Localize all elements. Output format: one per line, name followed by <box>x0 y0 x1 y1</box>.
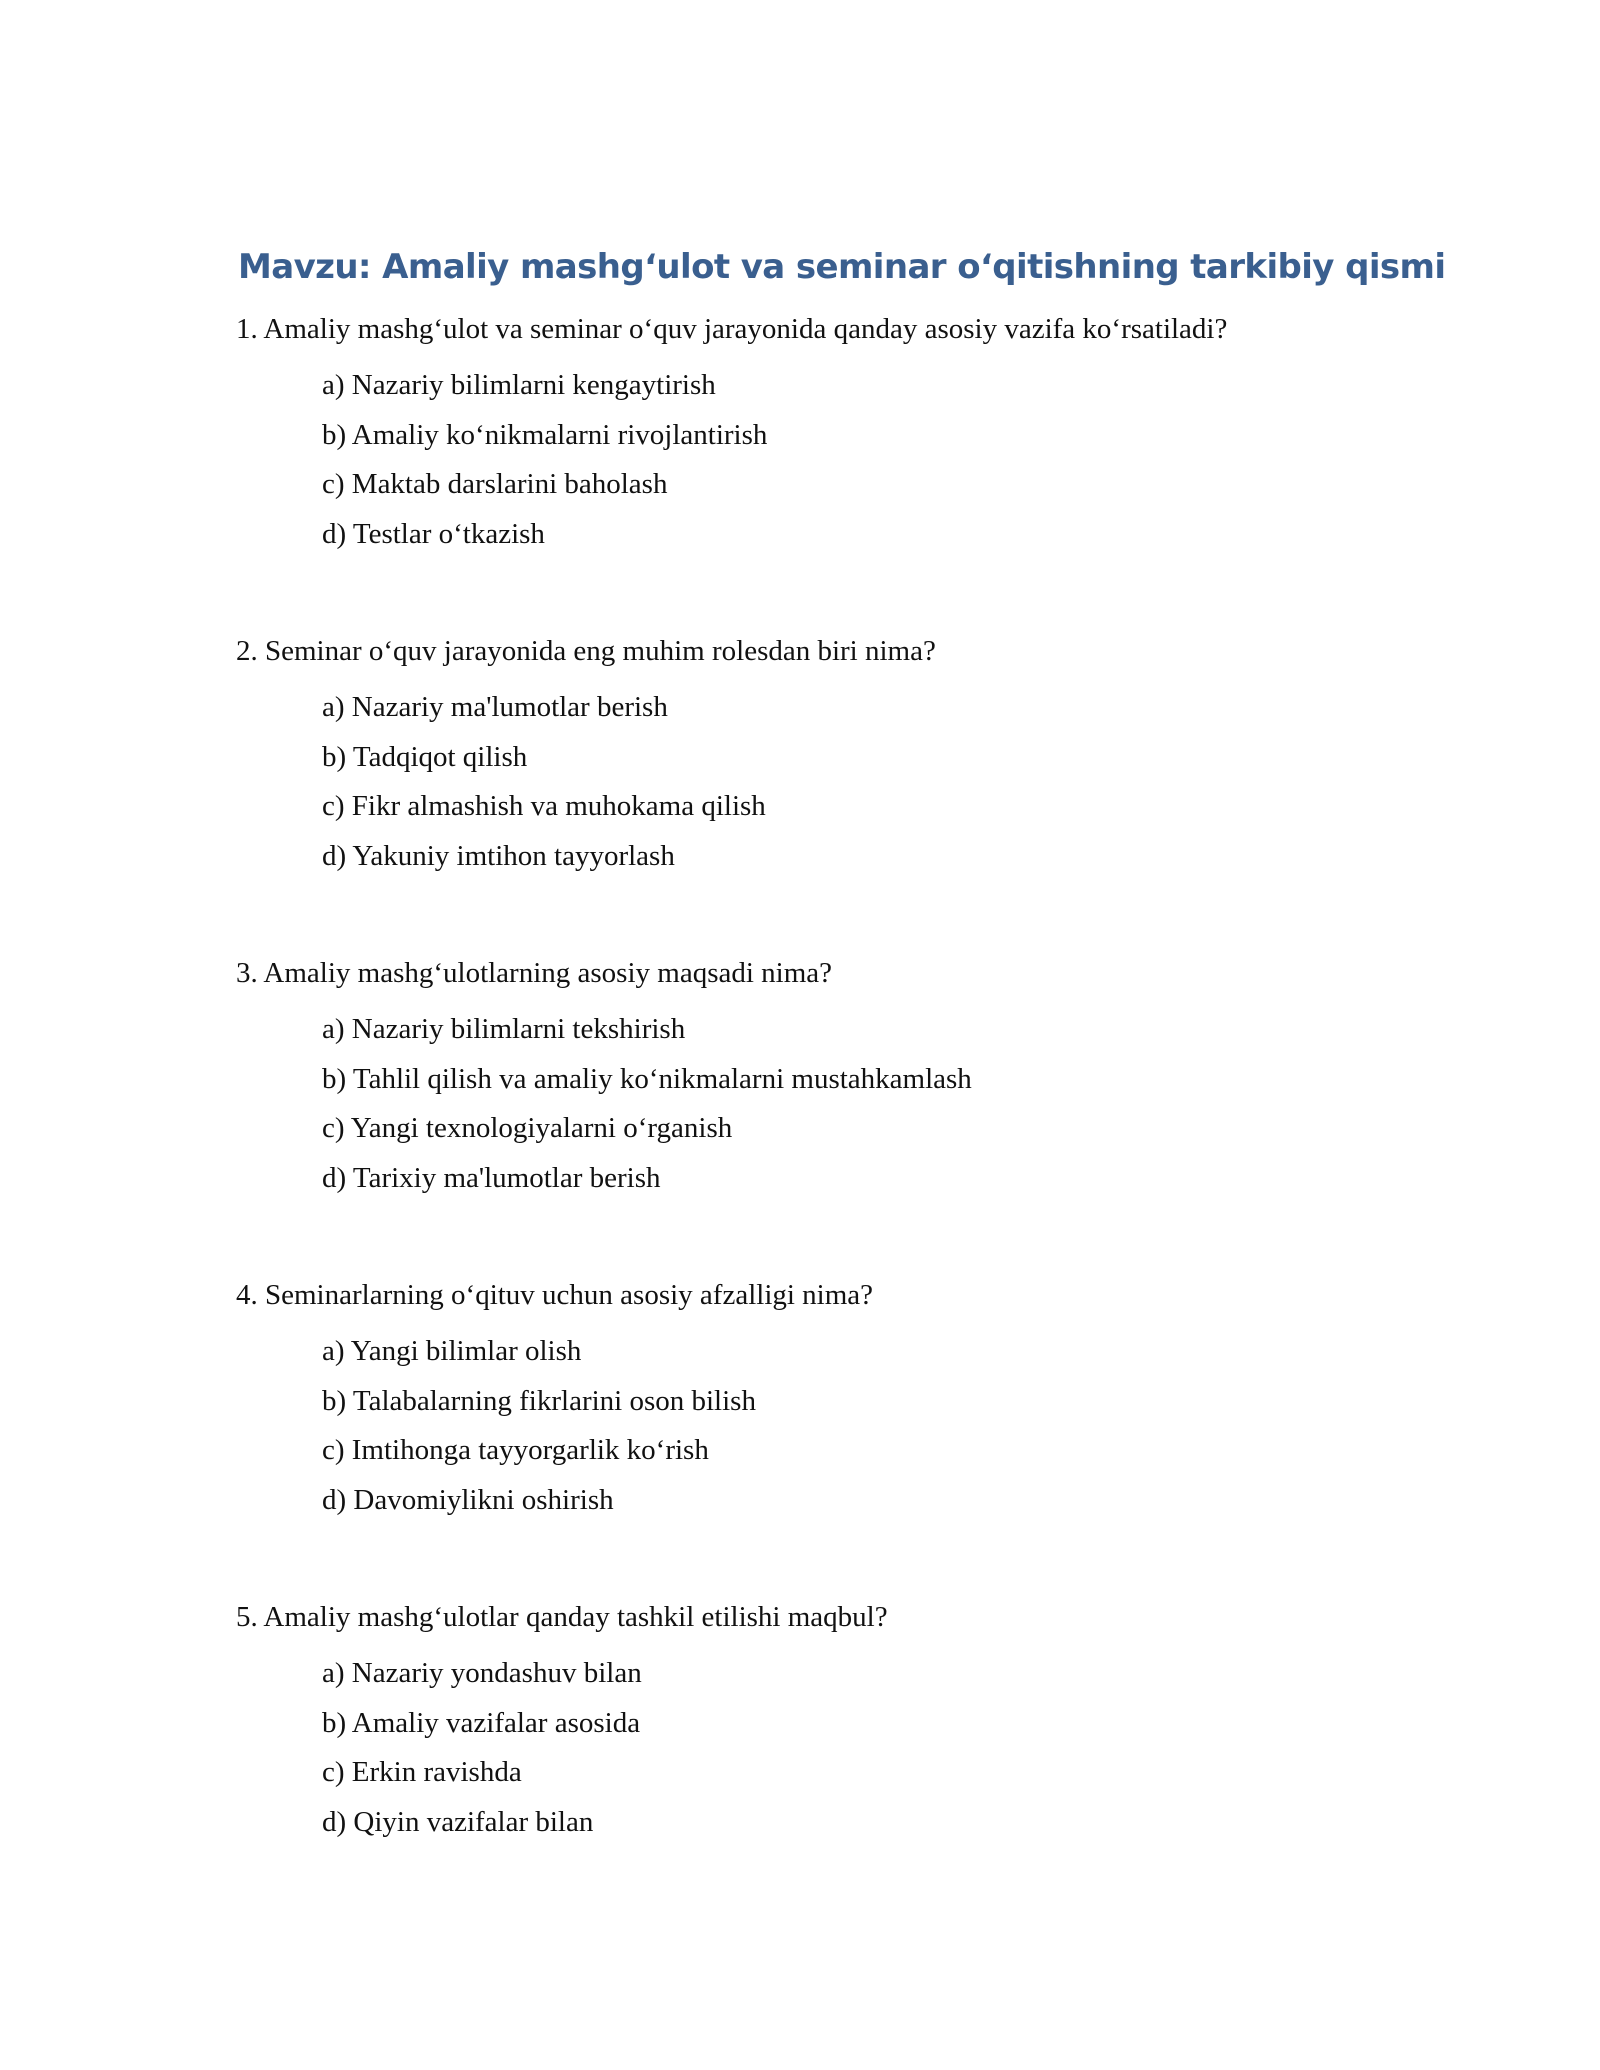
answer-option-a: a) Nazariy yondashuv bilan <box>322 1657 642 1689</box>
page-title: Mavzu: Amaliy mashg‘ulot va seminar o‘qitishning tarkibiy qismi <box>238 247 1446 287</box>
answer-option-d: d) Qiyin vazifalar bilan <box>322 1805 594 1838</box>
answer-option-b: b) Amaliy ko‘nikmalarni rivojlantirish <box>322 418 768 451</box>
question-text: 1. Amaliy mashg‘ulot va seminar o‘quv jarayonida qanday asosiy vazifa ko‘rsatiladi? <box>236 313 1228 345</box>
question-text: 4. Seminarlarning o‘qituv uchun asosiy afzalligi nima? <box>236 1279 874 1311</box>
question-3 <box>236 953 1436 1207</box>
answer-options <box>322 1331 1436 1520</box>
answer-option-d: d) Yakuniy imtihon tayyorlash <box>322 839 675 872</box>
answer-option-a: a) Nazariy bilimlarni tekshirish <box>322 1013 686 1045</box>
answer-option-d: d) Testlar o‘tkazish <box>322 517 545 550</box>
answer-option-b: b) Talabalarning fikrlarini oson bilish <box>322 1384 756 1417</box>
answer-options <box>322 687 1436 876</box>
question-text: 5. Amaliy mashg‘ulotlar qanday tashkil etilishi maqbul? <box>236 1601 888 1633</box>
answer-option-c: c) Fikr almashish va muhokama qilish <box>322 790 766 822</box>
question-1 <box>236 309 1436 563</box>
question-5 <box>236 1597 1436 1851</box>
question-2 <box>236 631 1436 885</box>
answer-option-c: c) Imtihonga tayyorgarlik ko‘rish <box>322 1434 709 1466</box>
answer-option-d: d) Davomiylikni oshirish <box>322 1483 614 1516</box>
answer-options <box>322 1653 1436 1842</box>
answer-options <box>322 365 1436 554</box>
answer-option-b: b) Tahlil qilish va amaliy ko‘nikmalarni mustahkamlash <box>322 1062 972 1095</box>
answer-options <box>322 1009 1436 1198</box>
answer-option-a: a) Nazariy bilimlarni kengaytirish <box>322 369 716 401</box>
answer-option-a: a) Nazariy ma'lumotlar berish <box>322 691 668 723</box>
answer-option-b: b) Tadqiqot qilish <box>322 740 528 773</box>
answer-option-a: a) Yangi bilimlar olish <box>322 1335 582 1367</box>
answer-option-c: c) Yangi texnologiyalarni o‘rganish <box>322 1112 733 1144</box>
answer-option-d: d) Tarixiy ma'lumotlar berish <box>322 1161 661 1194</box>
question-text: 3. Amaliy mashg‘ulotlarning asosiy maqsadi nima? <box>236 957 833 989</box>
answer-option-b: b) Amaliy vazifalar asosida <box>322 1706 641 1739</box>
question-4 <box>236 1275 1436 1529</box>
question-text: 2. Seminar o‘quv jarayonida eng muhim rolesdan biri nima? <box>236 635 936 667</box>
answer-option-c: c) Erkin ravishda <box>322 1756 522 1788</box>
answer-option-c: c) Maktab darslarini baholash <box>322 468 668 500</box>
